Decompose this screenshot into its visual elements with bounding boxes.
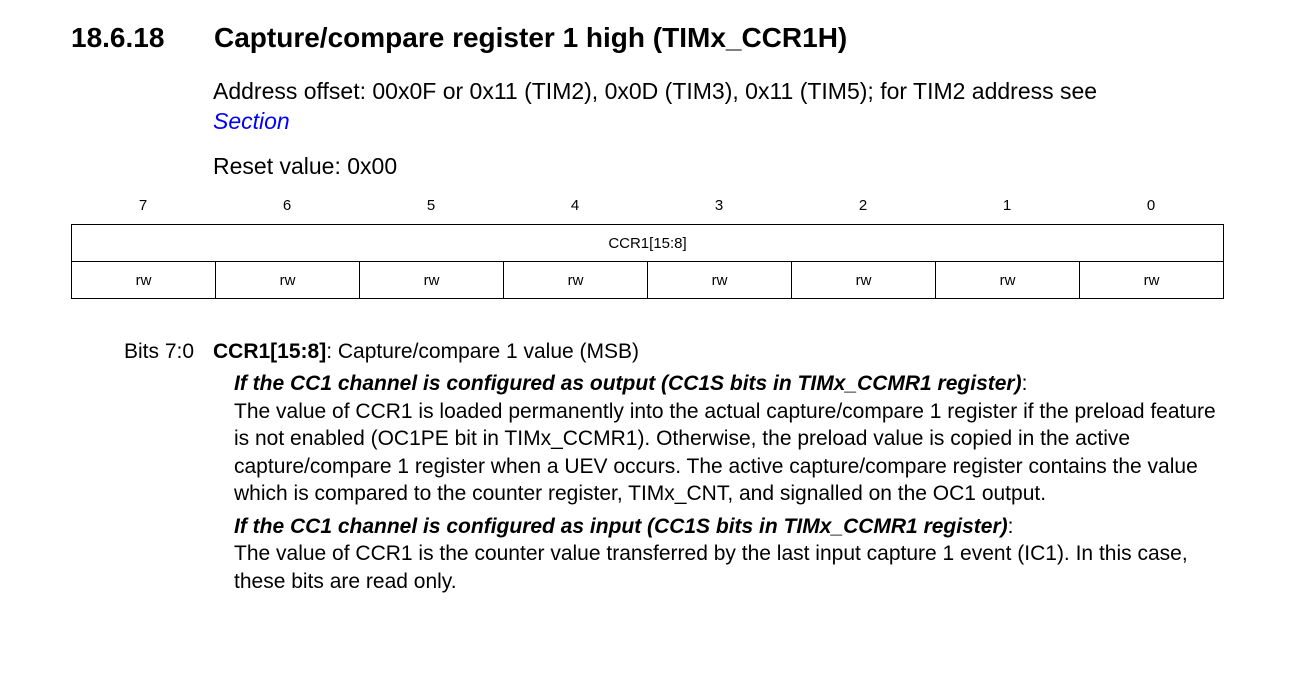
input-condition bbox=[234, 513, 1234, 541]
access-cell: rw bbox=[648, 262, 792, 299]
bit-number: 1 bbox=[1002, 197, 1012, 214]
bit-numbers-row bbox=[71, 197, 1223, 214]
bits-label: Bits 7:0 bbox=[124, 340, 195, 363]
access-cell: rw bbox=[216, 262, 360, 299]
bit-number: 4 bbox=[570, 197, 580, 214]
bits-summary bbox=[124, 339, 1234, 365]
access-cell: rw bbox=[1080, 262, 1224, 299]
section-heading bbox=[71, 22, 847, 54]
bit-number: 6 bbox=[282, 197, 292, 214]
address-offset bbox=[213, 76, 1213, 136]
bit-number: 0 bbox=[1146, 197, 1156, 214]
register-field-name: CCR1[15:8] bbox=[72, 225, 1224, 262]
access-cell: rw bbox=[936, 262, 1080, 299]
output-description: The value of CCR1 is loaded permanently into the actual capture/compare 1 register if the preload feature is not enabled (OC1PE bit in TIMx_CCMR1). Otherwise, the preload value is copied in the active capture/compare 1 register when a UEV occurs. The active capture/compare register contains the value which is compared to the counter register, TIMx_CNT, and signalled on the OC1 output. bbox=[234, 399, 1216, 505]
input-condition-text: If the CC1 channel is configured as input (CC1S bits in TIMx_CCMR1 register) bbox=[234, 514, 1008, 538]
bit-description bbox=[124, 339, 1234, 595]
register-access-row bbox=[72, 262, 1224, 299]
section-number: 18.6.18 bbox=[71, 22, 165, 53]
register-table bbox=[71, 224, 1224, 299]
input-description: The value of CCR1 is the counter value transferred by the last input capture 1 event (IC1). In this case, these bits are read only. bbox=[234, 542, 1188, 593]
field-summary: : Capture/compare 1 value (MSB) bbox=[326, 340, 639, 363]
access-cell: rw bbox=[72, 262, 216, 299]
input-condition-colon: : bbox=[1007, 514, 1014, 538]
output-condition bbox=[234, 370, 1234, 398]
bit-number: 3 bbox=[714, 197, 724, 214]
reset-value: Reset value: 0x00 bbox=[213, 153, 398, 179]
bit-number: 5 bbox=[426, 197, 436, 214]
bit-number: 7 bbox=[138, 197, 148, 214]
output-condition-text: If the CC1 channel is configured as output (CC1S bits in TIMx_CCMR1 register) bbox=[234, 372, 1022, 395]
access-cell: rw bbox=[360, 262, 504, 299]
section-link[interactable]: Section bbox=[213, 108, 290, 134]
access-cell: rw bbox=[504, 262, 648, 299]
address-offset-text: Address offset: 00x0F or 0x11 (TIM2), 0x0D (TIM3), 0x11 (TIM5); for TIM2 address see bbox=[213, 78, 1098, 104]
section-title: Capture/compare register 1 high (TIMx_CCR1H) bbox=[214, 22, 848, 53]
access-cell: rw bbox=[792, 262, 936, 299]
output-condition-colon: : bbox=[1021, 372, 1028, 395]
field-name: CCR1[15:8] bbox=[213, 340, 327, 363]
bit-number: 2 bbox=[858, 197, 868, 214]
register-field-row bbox=[72, 225, 1224, 262]
